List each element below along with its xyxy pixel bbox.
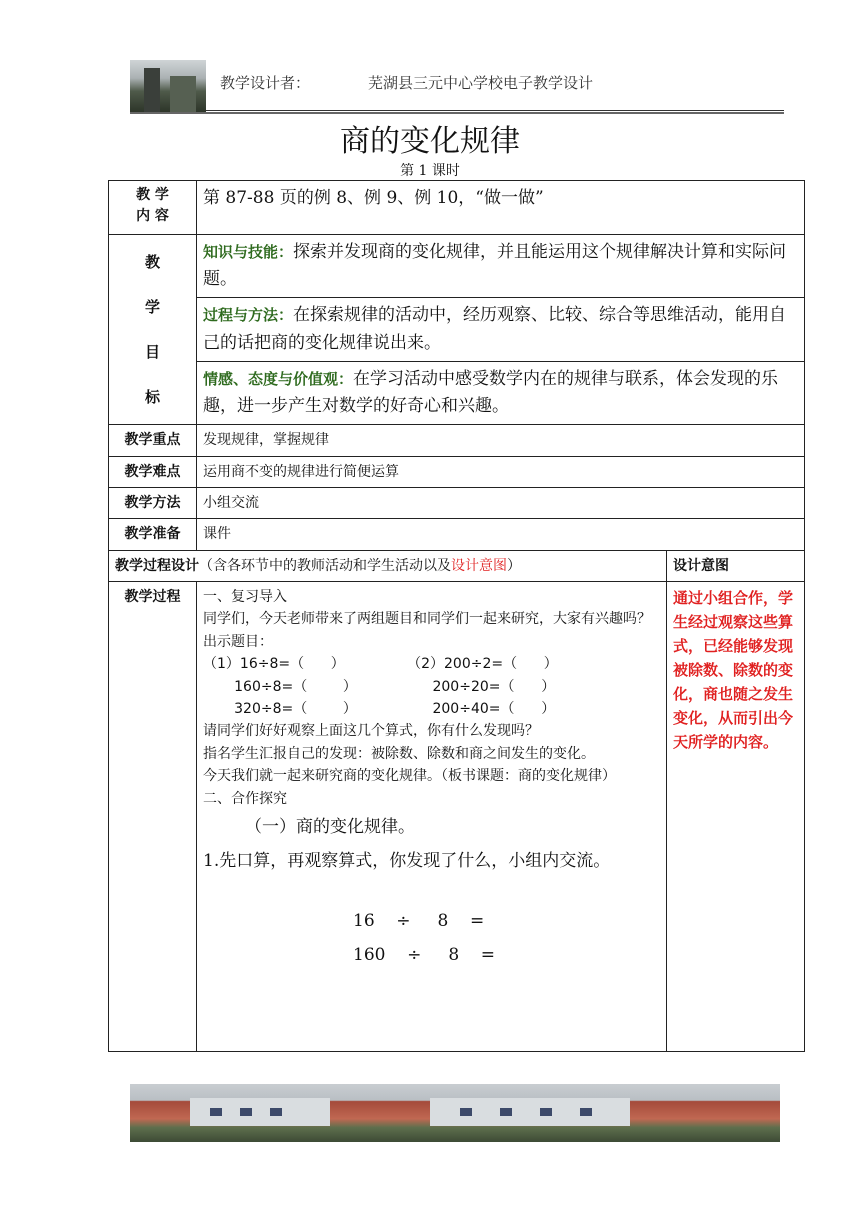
- header-rule: [206, 110, 784, 111]
- process-intent: 通过小组合作，学生经过观察这些算式，已经能够发现被除数、除数的变化，商也随之发生变化，从而引出今天所学的内容。: [667, 582, 805, 1052]
- row-prep: [109, 519, 805, 550]
- building-shape: [170, 76, 196, 112]
- footer-window: [210, 1108, 222, 1116]
- row-difficulty: [109, 456, 805, 487]
- school-name: 芜湖县三元中心学校电子教学设计: [368, 74, 594, 92]
- goal-char-4: 标: [144, 387, 160, 406]
- process-calc-2: 160 ÷ 8 =: [353, 944, 496, 965]
- label-goals: [109, 235, 197, 425]
- process-l1: 一、复习导入: [203, 589, 287, 606]
- process-l7: （一）商的变化规律。: [245, 816, 415, 837]
- row-key: [109, 425, 805, 456]
- footer-window: [580, 1108, 592, 1116]
- lesson-plan-table: [108, 180, 805, 1052]
- row-design-header: [109, 550, 805, 581]
- goal-process-heading: 过程与方法：: [203, 306, 294, 325]
- design-note-suffix: ）: [507, 557, 521, 574]
- process-body: [197, 582, 667, 1052]
- footer-window: [460, 1108, 472, 1116]
- page-title: 商的变化规律: [340, 124, 520, 159]
- row-goal-2: [109, 298, 805, 361]
- prep-value: 课件: [197, 519, 805, 550]
- process-l2: 同学们，今天老师带来了两组题目和同学们一起来研究，大家有兴趣吗？出示题目：: [203, 611, 651, 650]
- tower-shape: [144, 68, 160, 112]
- row-method: [109, 487, 805, 518]
- design-note-prefix: （含各环节中的教师活动和学生活动以及: [199, 557, 451, 574]
- footer-photo: [130, 1084, 780, 1142]
- goal-knowledge-heading: 知识与技能：: [203, 243, 294, 261]
- goal-emotion: [197, 361, 805, 424]
- row-goal-1: [109, 235, 805, 298]
- goal-char-2: 学: [144, 297, 160, 316]
- content-value: 第 87-88 页的例 8、例 9、例 10，“做一做”: [197, 181, 805, 235]
- process-l6: 二、合作探究: [203, 790, 287, 807]
- header-rule-thick: [130, 112, 784, 114]
- goal-process-text: 在探索规律的活动中，经历观察、比较、综合等思维活动，能用自己的话把商的变化规律说出来。: [203, 305, 787, 353]
- row-goal-3: [109, 361, 805, 424]
- design-header: [109, 550, 667, 581]
- label-content: [109, 181, 197, 235]
- process-q2: 160÷8=（ ） 200÷20=（ ）: [203, 678, 556, 695]
- process-l4: 指名学生汇报自己的发现：被除数、除数和商之间发生的变化。: [203, 745, 595, 762]
- footer-window: [270, 1108, 282, 1116]
- label-method: 教学方法: [109, 487, 197, 518]
- design-note-red: 设计意图: [451, 557, 507, 574]
- footer-window: [240, 1108, 252, 1116]
- row-process: [109, 582, 805, 1052]
- process-q1: （1）16÷8=（ ） （2）200÷2=（ ）: [203, 656, 558, 673]
- goal-knowledge: [197, 235, 805, 298]
- lesson-count: 第 1 课时: [400, 163, 460, 179]
- footer-window: [540, 1108, 552, 1116]
- process-l5: 今天我们就一起来研究商的变化规律。（板书课题：商的变化规律）: [203, 768, 616, 785]
- process-spacer: [203, 878, 660, 904]
- label-content-l1: 教 学: [136, 187, 169, 203]
- difficulty-value: 运用商不变的规律进行简便运算: [197, 456, 805, 487]
- label-difficulty: 教学难点: [109, 456, 197, 487]
- goal-process: [197, 298, 805, 361]
- row-content: [109, 181, 805, 235]
- label-content-l2: 内 容: [136, 208, 169, 224]
- process-q3: 320÷8=（ ） 200÷40=（ ）: [203, 701, 556, 718]
- designer-label: 教学设计者：: [220, 74, 311, 92]
- process-l8: 1.先口算，再观察算式，你发现了什么，小组内交流。: [203, 850, 611, 871]
- label-process: 教学过程: [109, 582, 197, 1052]
- key-value: 发现规律，掌握规律: [197, 425, 805, 456]
- process-calc-1: 16 ÷ 8 =: [353, 910, 485, 931]
- header-photo: [130, 60, 206, 112]
- goal-char-1: 教: [144, 252, 160, 271]
- footer-window: [500, 1108, 512, 1116]
- goal-emotion-text: 在学习活动中感受数学内在的规律与联系，体会发现的乐趣，进一步产生对数学的好奇心和兴趣。: [203, 368, 779, 416]
- label-key: 教学重点: [109, 425, 197, 456]
- process-l3: 请同学们好好观察上面这几个算式，你有什么发现吗？: [203, 723, 539, 740]
- method-value: 小组交流: [197, 487, 805, 518]
- label-prep: 教学准备: [109, 519, 197, 550]
- design-label: 教学过程设计: [115, 557, 199, 574]
- goal-knowledge-text: 探索并发现商的变化规律，并且能运用这个规律解决计算和实际问题。: [203, 242, 787, 290]
- goal-char-3: 目: [144, 342, 160, 361]
- intent-header: 设计意图: [667, 550, 805, 581]
- goal-emotion-heading: 情感、态度与价值观：: [203, 369, 354, 388]
